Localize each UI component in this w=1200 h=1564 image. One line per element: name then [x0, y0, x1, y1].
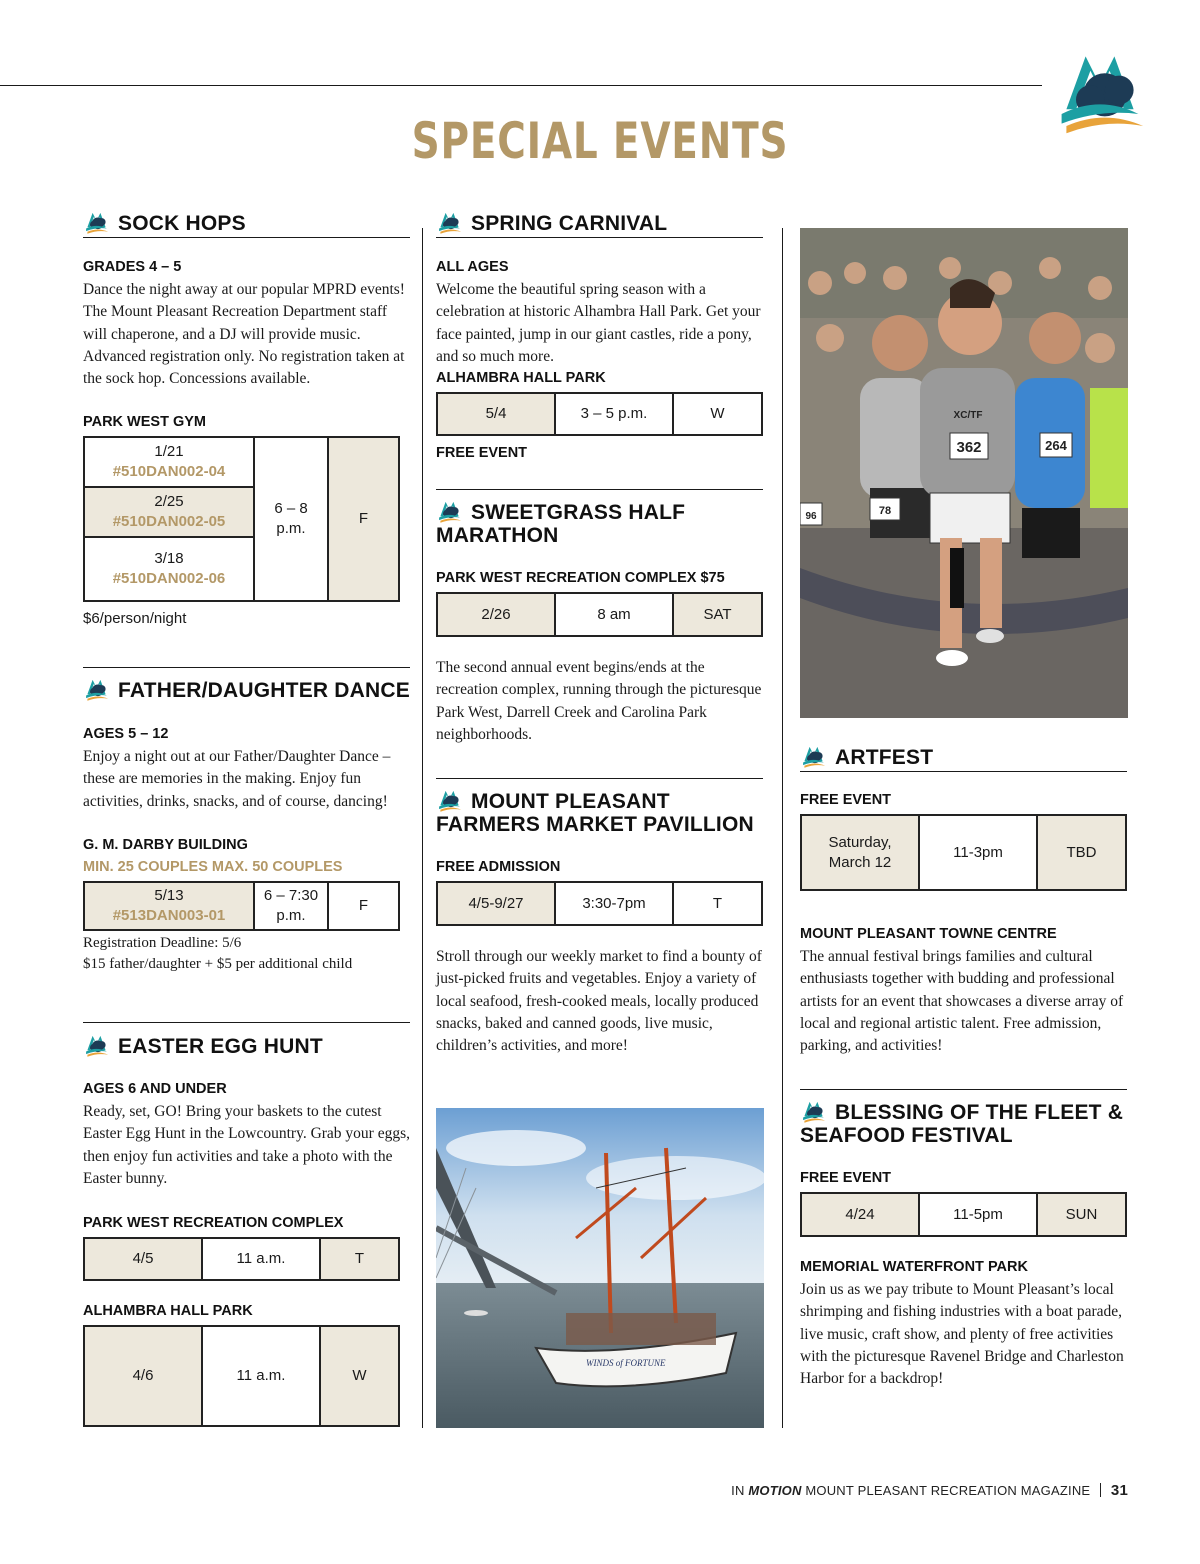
header-rule — [0, 85, 1042, 86]
schedule-date-cell: 4/6 — [84, 1326, 202, 1426]
section-rule — [83, 237, 410, 238]
section-rule — [83, 1022, 410, 1023]
easter-schedule-1 — [83, 1237, 400, 1281]
schedule-date-cell: 1/21 #510DAN002-04 — [84, 437, 254, 487]
schedule-date-cell: 4/5 — [84, 1238, 202, 1280]
event-logo-icon — [83, 1032, 110, 1058]
blessing-description: Join us as we pay tribute to Mount Pleasant’s local shrimping and fishing industries with a boat parade, live music, craft show, and plenty of free activities with the picturesque Ravenel Bridge and Charleston Harbor for a backdrop! — [800, 1281, 1124, 1388]
section-rule — [436, 489, 763, 490]
father-daughter-age: AGES 5 – 12 — [83, 726, 169, 742]
blessing-schedule — [800, 1192, 1127, 1237]
easter-age: AGES 6 AND UNDER — [83, 1081, 227, 1097]
easter-description: Ready, set, GO! Bring your baskets to the cutest Easter Egg Hunt in the Lowcountry. Grab your eggs, then enjoy fun activities and take a photo with the Easter bunny. — [83, 1103, 410, 1187]
schedule-date-cell: 2/25 #510DAN002-05 — [84, 487, 254, 537]
sock-hops-heading: SOCK HOPS — [83, 209, 246, 235]
schedule-time-cell: 3 – 5 p.m. — [555, 393, 673, 435]
father-daughter-heading: FATHER/DAUGHTER DANCE — [83, 676, 410, 702]
runner-bib-number: 78 — [878, 505, 892, 517]
easter-schedule-2 — [83, 1325, 400, 1427]
column-divider — [782, 228, 783, 1428]
schedule-time-cell: 3:30-7pm — [555, 882, 673, 925]
section-rule — [83, 667, 410, 668]
schedule-date-cell: 4/24 — [801, 1193, 919, 1236]
runner-bib-number: 362 — [956, 439, 982, 456]
section-rule — [436, 778, 763, 779]
event-logo-icon — [800, 1098, 827, 1124]
schedule-date-cell: Saturday, March 12 — [801, 815, 919, 890]
schedule-time-cell: 11-3pm — [919, 815, 1037, 890]
schedule-day-cell: T — [320, 1238, 399, 1280]
sock-hops-schedule — [83, 436, 400, 602]
sweetgrass-schedule — [436, 592, 763, 637]
schedule-day-cell: W — [320, 1326, 399, 1426]
event-logo-icon — [436, 787, 463, 813]
spring-carnival-schedule — [436, 392, 763, 436]
sock-hops-description: Dance the night away at our popular MPRD events! The Mount Pleasant Recreation Department staff will chaperone, and a DJ will provide music. Advanced registration only. No registration taken at the sock hop. Concessions available. — [83, 281, 405, 388]
section-rule — [800, 1089, 1127, 1090]
schedule-date-cell: 5/13 #513DAN003-01 — [84, 882, 254, 930]
artfest-schedule — [800, 814, 1127, 891]
schedule-day-cell: T — [673, 882, 762, 925]
runner-shirt-label: XC/TF — [953, 410, 983, 421]
schedule-day-cell: SAT — [673, 593, 762, 636]
event-logo-icon — [83, 209, 110, 235]
schedule-date-cell: 2/26 — [437, 593, 555, 636]
spring-carnival-note: FREE EVENT — [436, 445, 528, 461]
father-daughter-location: G. M. DARBY BUILDING — [83, 837, 248, 853]
runner-bib-number: 96 — [805, 511, 817, 522]
spring-carnival-age: ALL AGES — [436, 259, 509, 275]
easter-egg-hunt-heading: EASTER EGG HUNT — [83, 1032, 323, 1058]
schedule-day-cell: F — [328, 882, 399, 930]
page-title: SPECIAL EVENTS — [411, 112, 789, 170]
spring-carnival-location: ALHAMBRA HALL PARK — [436, 370, 606, 386]
schedule-time-cell: 6 – 7:30 p.m. — [254, 882, 328, 930]
page-number: 31 — [1110, 1482, 1128, 1499]
schedule-date-cell: 3/18 #510DAN002-06 — [84, 537, 254, 601]
farmers-market-label: FREE ADMISSION — [436, 859, 561, 875]
farmers-market-heading: MOUNT PLEASANT FARMERS MARKET PAVILLION — [436, 787, 763, 836]
spring-carnival-description: Welcome the beautiful spring season with a celebration at historic Alhambra Hall Park. Get your face painted, jump in our giant castles, ride a pony, and so much more. — [436, 281, 761, 365]
artfest-label: FREE EVENT — [800, 792, 892, 808]
father-daughter-description: Enjoy a night out at our Father/Daughter Dance – these are memories in the making. Enjoy fun activities, drinks, snacks, and of course, dancing! — [83, 748, 391, 810]
blessing-label: FREE EVENT — [800, 1170, 892, 1186]
schedule-day-cell: TBD — [1037, 815, 1126, 890]
event-logo-icon — [800, 743, 827, 769]
footer-prefix: IN — [731, 1483, 745, 1498]
schedule-date-cell: 5/4 — [437, 393, 555, 435]
easter-location-1: PARK WEST RECREATION COMPLEX — [83, 1215, 344, 1231]
spring-carnival-heading: SPRING CARNIVAL — [436, 209, 667, 235]
sock-hops-location: PARK WEST GYM — [83, 414, 206, 430]
blessing-of-fleet-photo — [436, 1108, 764, 1428]
artfest-description: The annual festival brings families and cultural enthusiasts together with budding and professional artists for an event that showcases a diverse array of local and regional artistic talent. Free admission, parking, and activities! — [800, 948, 1124, 1055]
schedule-day-cell: W — [673, 393, 762, 435]
schedule-time-cell: 11 a.m. — [202, 1326, 320, 1426]
sock-hops-age: GRADES 4 – 5 — [83, 259, 182, 275]
sweetgrass-description: The second annual event begins/ends at the recreation complex, running through the picturesque Park West, Darrell Creek and Carolina Park neighborhoods. — [436, 659, 762, 743]
father-daughter-price: $15 father/daughter + $5 per additional child — [83, 956, 353, 972]
schedule-time-cell: 6 – 8 p.m. — [254, 437, 328, 601]
schedule-time-cell: 11 a.m. — [202, 1238, 320, 1280]
half-marathon-runners-photo — [800, 228, 1128, 718]
runner-bib-number: 264 — [1045, 438, 1067, 453]
footer-magazine: MOUNT PLEASANT RECREATION MAGAZINE — [805, 1483, 1091, 1498]
schedule-date-cell: 4/5-9/27 — [437, 882, 555, 925]
blessing-location: MEMORIAL WATERFRONT PARK — [800, 1259, 1028, 1275]
footer-brand: MOTION — [748, 1483, 802, 1498]
page-footer — [731, 1482, 1128, 1499]
farmers-market-schedule — [436, 881, 763, 926]
farmers-market-description: Stroll through our weekly market to find a bounty of just-picked fruits and vegetables. Enjoy a variety of local seafood, fresh-cooked meals, locally produced snacks, baked and canned goods, live music, children’s activities, and more! — [436, 948, 762, 1055]
footer-separator — [1100, 1483, 1101, 1497]
schedule-time-cell: 8 am — [555, 593, 673, 636]
column-divider — [422, 228, 423, 1428]
father-daughter-capacity: MIN. 25 COUPLES MAX. 50 COUPLES — [83, 859, 343, 875]
easter-location-2: ALHAMBRA HALL PARK — [83, 1303, 253, 1319]
event-logo-icon — [436, 209, 463, 235]
father-daughter-deadline: Registration Deadline: 5/6 — [83, 935, 242, 951]
blessing-heading: BLESSING OF THE FLEET & SEAFOOD FESTIVAL — [800, 1098, 1127, 1147]
event-logo-icon — [83, 676, 110, 702]
artfest-heading: ARTFEST — [800, 743, 933, 769]
section-rule — [436, 237, 763, 238]
sock-hops-price: $6/person/night — [83, 610, 187, 627]
section-rule — [800, 771, 1127, 772]
father-daughter-schedule — [83, 881, 400, 931]
artfest-location: MOUNT PLEASANT TOWNE CENTRE — [800, 926, 1057, 942]
boat-name-label: WINDS of FORTUNE — [586, 1358, 666, 1368]
sweetgrass-location: PARK WEST RECREATION COMPLEX $75 — [436, 570, 725, 586]
schedule-day-cell: SUN — [1037, 1193, 1126, 1236]
schedule-time-cell: 11-5pm — [919, 1193, 1037, 1236]
schedule-day-cell: F — [328, 437, 399, 601]
sweetgrass-heading: SWEETGRASS HALF MARATHON — [436, 498, 763, 547]
event-logo-icon — [436, 498, 463, 524]
